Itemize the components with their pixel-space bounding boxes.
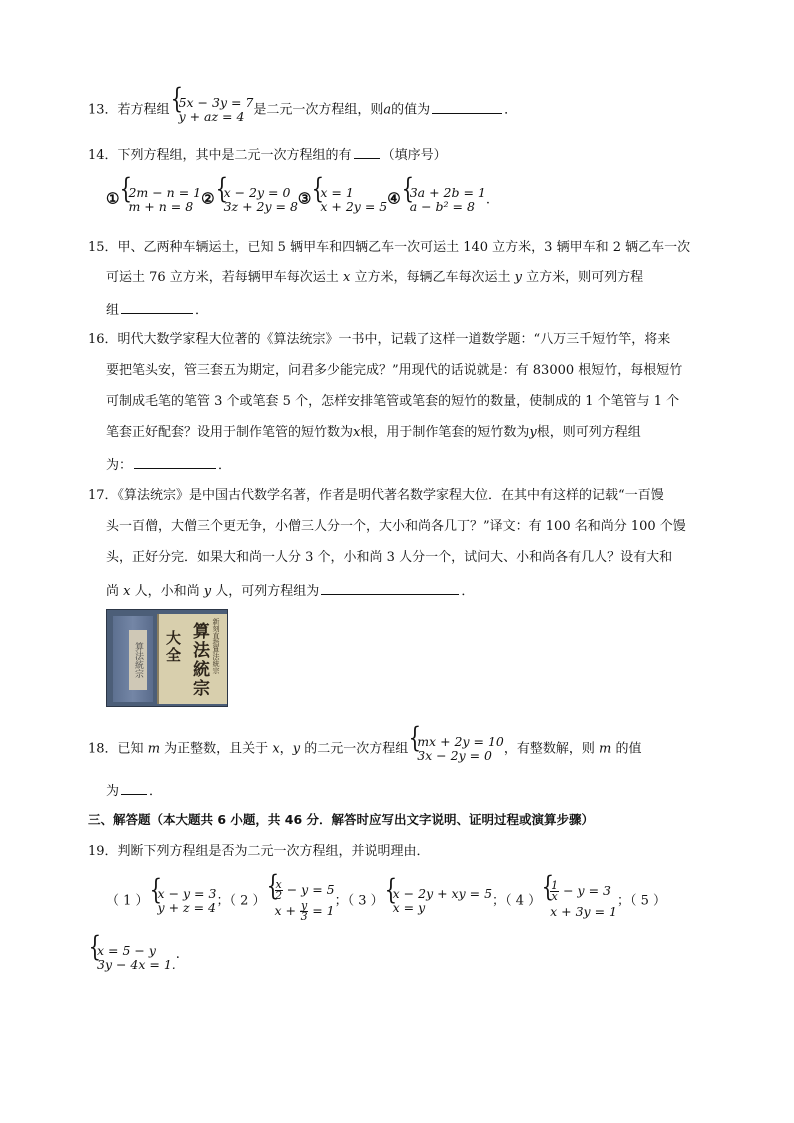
q13-var: a — [383, 102, 392, 118]
q13-system — [170, 96, 254, 124]
q14-s2-eq2: 3z + 2y = 8 — [223, 199, 298, 214]
q19-s2-frac2-den: 3 — [300, 910, 308, 923]
q19-s2-eq1 — [275, 880, 335, 901]
question-19 — [88, 842, 430, 862]
question-18-line-2 — [106, 780, 162, 802]
q18-var-y: y — [292, 741, 301, 757]
q19-number: 19． — [88, 844, 118, 859]
q19-s4-eq2: x + 3y = 1 — [550, 903, 617, 919]
q14-text: 下列方程组，其中是二元一次方程组的有 — [117, 148, 352, 163]
q19-system-2 — [266, 880, 335, 922]
q16-end: ． — [218, 458, 232, 473]
book-title-daquan: 大全 — [164, 630, 182, 664]
q17-end: ． — [461, 584, 475, 599]
q19-label-5: （ 5 ） — [629, 893, 667, 909]
q14-mark-4: ④ — [387, 189, 401, 208]
q19-s2-frac1-den: 2 — [275, 889, 283, 902]
q19-s4-frac-num: { 1 — [551, 878, 559, 892]
q19-label-1: （ 1 ） — [106, 893, 149, 909]
q14-s1-eq1: { 2m − n = 1 — [128, 185, 202, 200]
q13-middle: 是二元一次方程组，则 — [253, 102, 384, 118]
q17-var-x: x — [123, 584, 131, 599]
q19-sep-1: ； — [216, 893, 230, 909]
q18-text-b: 的二元一次方程组 — [304, 741, 409, 757]
q19-s1-eq1: { x − y = 3 — [157, 886, 217, 901]
q15-line3: 组 — [106, 303, 120, 318]
question-13 — [88, 96, 517, 124]
q16-var-x: x — [353, 425, 361, 440]
q15-var-x: x — [342, 270, 351, 285]
q16-line4b: 根，用于制作笔套的短竹数为 — [360, 425, 530, 440]
q17-var-y: y — [203, 584, 212, 599]
q19-s2-eq2-pre: x + — [274, 903, 300, 918]
q18-pre: 已知 — [117, 741, 144, 757]
q19-label-2: （ 2 ） — [229, 893, 266, 909]
question-17-line-4 — [106, 580, 474, 602]
q19-s4-frac — [550, 878, 559, 903]
q17-line1: 《算法统宗》是中国古代数学名著，作者是明代著名数学家程大位．在其中有这样的记载“一百馒 — [117, 488, 664, 503]
q16-var-y: y — [529, 425, 537, 440]
q19-s2-eq1-rest: − y = 5 — [282, 882, 335, 897]
q19-s2-frac1-num: { x — [275, 878, 282, 891]
q19-text: 判断下列方程组是否为二元一次方程组，并说明理由． — [117, 844, 430, 859]
q19-systems — [106, 880, 666, 922]
question-15-line-1 — [88, 238, 690, 258]
q19-end: · — [175, 950, 180, 966]
q14-note: （填序号） — [381, 148, 447, 163]
q17-line3: 头，正好分完．如果大和尚一人分 3 个，小和尚 3 人分一个，试问大、小和尚各有几人？设有大和 — [106, 550, 673, 565]
q18-text-a: 为正整数，且关于 — [164, 741, 269, 757]
q18-end: ． — [149, 784, 163, 799]
q19-sep-3: ； — [492, 893, 506, 909]
book-cover-left — [113, 616, 153, 702]
book-spine-label: 算法統宗 — [129, 630, 147, 690]
q19-sep-4: ； — [616, 893, 630, 909]
q13-answer-blank[interactable] — [432, 99, 502, 114]
q18-system — [408, 735, 504, 763]
q18-text-d: 的值 — [615, 741, 642, 757]
q15-number: 15． — [88, 240, 118, 255]
q19-s2-eq2 — [275, 901, 335, 922]
question-18-line-1 — [88, 735, 642, 763]
q15-answer-blank[interactable] — [121, 299, 193, 314]
q18-text-c: ，有整数解，则 — [503, 741, 595, 757]
q19-s1-eq2: y + z = 4 — [157, 900, 216, 915]
q16-line2: 要把笔头安，管三套五为期定，问君多少能完成？”用现代的话说就是：有 83000 根短竹，每根短竹 — [106, 363, 683, 378]
q19-s5-eq1: { x = 5 − y — [97, 943, 156, 958]
q16-line3: 可制成毛笔的笔管 3 个或笔套 5 个，怎样安排笔管或笔套的短竹的数量，使制成的 1 个笔管与 1 个 — [106, 394, 680, 409]
q14-s3-eq1: { x = 1 — [320, 185, 354, 200]
section-3-title: 三、解答题（本大题共 6 小题，共 46 分．解答时应写出文字说明、证明过程或演算步骤） — [88, 812, 595, 827]
q14-system-2 — [215, 186, 298, 214]
question-15-line-2 — [106, 268, 643, 288]
q19-sep-2: ； — [334, 893, 348, 909]
q17-number: 17． — [88, 488, 118, 503]
question-17-line-2 — [106, 517, 686, 537]
q16-line1: 明代大数学家程大位著的《算法统宗》一书中，记载了这样一道数学题：“八万三千短竹竿，将来 — [117, 332, 671, 347]
q17-answer-blank[interactable] — [321, 580, 459, 595]
question-17-line-3 — [106, 548, 672, 568]
q19-s2-frac2 — [300, 901, 308, 922]
q15-var-y: y — [514, 270, 522, 285]
q13-prefix: 若方程组 — [117, 102, 170, 118]
q19-s4-frac-den: x — [551, 889, 558, 903]
q18-eq2: 3x − 2y = 0 — [417, 748, 493, 763]
q14-s4-eq2: a − b² = 8 — [409, 199, 475, 214]
q14-mark-3: ③ — [297, 189, 312, 208]
q18-var-x: x — [272, 741, 280, 757]
q14-options — [106, 186, 490, 214]
q19-label-4: （ 4 ） — [505, 893, 542, 909]
q17-line4a: 尚 — [106, 584, 120, 599]
q14-s1-eq2: m + n = 8 — [128, 199, 194, 214]
q15-line2b: 立方米，每辆乙车每次运土 — [354, 270, 511, 285]
q17-line4c: 人，可列方程组为 — [215, 584, 320, 599]
q19-s4-eq1-rest: − y = 3 — [559, 882, 611, 898]
q19-system-1 — [149, 887, 217, 915]
question-16-line-3 — [106, 392, 679, 412]
question-16-line-2 — [106, 361, 682, 381]
q15-line2c: 立方米，则可列方程 — [526, 270, 644, 285]
q18-number: 18． — [88, 741, 118, 757]
question-16-line-1 — [88, 330, 670, 350]
q18-line2: 为 — [106, 784, 120, 799]
q13-number: 13． — [88, 102, 118, 118]
q14-system-3 — [311, 186, 387, 214]
book-title-page — [157, 614, 227, 704]
question-14 — [88, 144, 447, 166]
q16-line5: 为： — [106, 458, 133, 473]
q17-line4b: 人，小和尚 — [134, 584, 200, 599]
q14-system-4 — [401, 186, 486, 214]
q14-answer-blank[interactable] — [354, 144, 380, 159]
q13-end: ． — [504, 102, 518, 118]
q14-mark-2: ② — [201, 189, 215, 208]
q19-s2-eq2-rest: = 1 — [308, 903, 335, 918]
q19-system-3 — [384, 887, 492, 915]
q13-eq1: { 5x − 3y = 7 — [178, 95, 254, 110]
q18-var-m: m — [147, 741, 161, 757]
q19-system-5 — [88, 944, 176, 972]
q14-s2-eq1: { x − 2y = 0 — [223, 185, 291, 200]
q14-s4-eq1: { 3a + 2b = 1 — [409, 185, 486, 200]
q19-system-4 — [541, 878, 617, 922]
q15-end: ． — [195, 303, 209, 318]
q19-s2-frac1 — [275, 880, 283, 901]
q18-var-m-2: m — [599, 741, 612, 757]
question-16-line-4 — [106, 423, 641, 443]
q13-post: 的值为 — [391, 102, 431, 118]
q19-label-3: （ 3 ） — [347, 893, 384, 909]
q19-system-5-line — [88, 944, 180, 972]
q14-system-1 — [119, 186, 201, 214]
q14-mark-1: ① — [106, 189, 120, 208]
q19-s3-eq1: { x − 2y + xy = 5 — [392, 886, 493, 901]
q18-comma: ， — [279, 741, 293, 757]
suanfa-tongzong-book-image — [106, 609, 228, 707]
question-15-line-3 — [106, 299, 208, 321]
q19-s5-eq2: 3y − 4x = 1. — [97, 957, 176, 972]
q19-s3-eq2: x = y — [392, 900, 426, 915]
q16-line4c: 根，则可列方程组 — [536, 425, 641, 440]
question-17-line-1 — [88, 486, 664, 506]
q15-line1: 甲、乙两种车辆运土，已知 5 辆甲车和四辆乙车一次可运土 140 立方米，3 辆甲车和 2 辆乙车一次 — [117, 240, 691, 255]
book-small-text: 新刻直指算法統宗 — [212, 618, 220, 674]
book-title-main: 算法統宗 — [189, 622, 209, 698]
q19-s4-eq1 — [550, 878, 617, 903]
q16-answer-blank[interactable] — [134, 454, 216, 469]
question-16-line-5 — [106, 454, 231, 476]
q17-line2: 头一百僧，大僧三个更无争，小僧三人分一个，大小和尚各几丁？”译文：有 100 名和尚分 100 个馒 — [106, 519, 686, 534]
q14-end: . — [485, 192, 490, 208]
q13-eq2: y + az = 4 — [178, 109, 245, 124]
q18-eq1: { mx + 2y = 10 — [417, 734, 504, 749]
q19-s2-frac2-num: y — [301, 899, 308, 912]
q16-line4a: 笔套正好配套？设用于制作笔管的短竹数为 — [106, 425, 354, 440]
q18-answer-blank[interactable] — [121, 780, 147, 795]
q15-line2a: 可运土 76 立方米，若每辆甲车每次运土 — [106, 270, 339, 285]
q14-number: 14． — [88, 148, 118, 163]
q16-number: 16． — [88, 332, 118, 347]
q14-s3-eq2: x + 2y = 5 — [320, 199, 388, 214]
